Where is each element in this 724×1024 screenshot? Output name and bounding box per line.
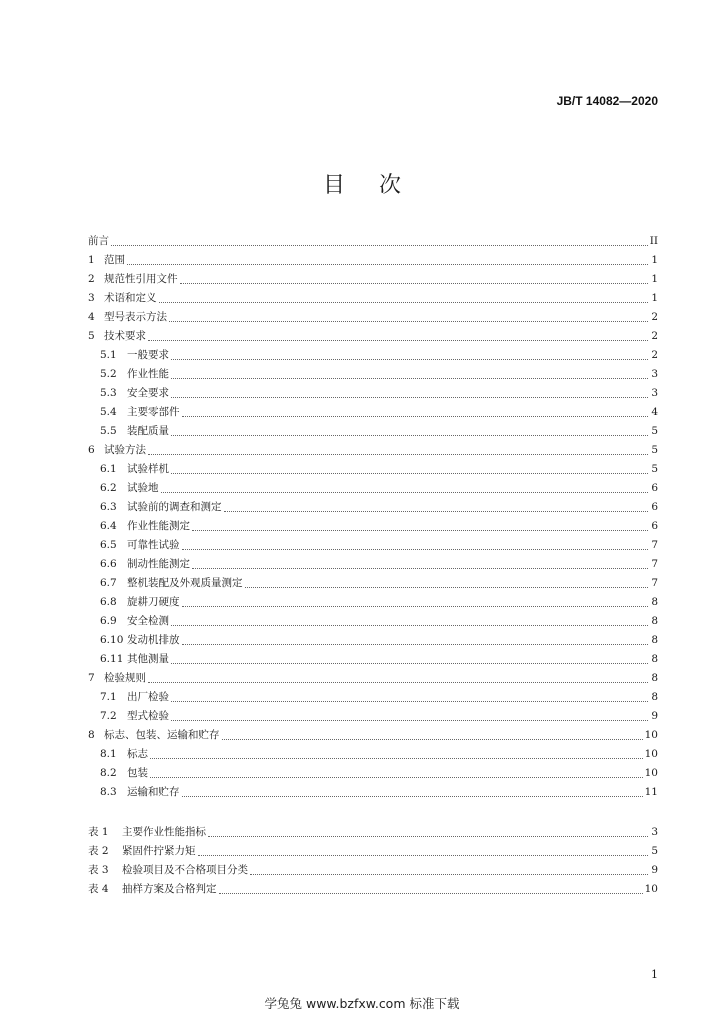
entry-number: 6.10 [100,634,124,646]
dot-leader [150,757,643,759]
entry-number: 8.1 [100,748,117,760]
entry-page: 8 [651,691,658,703]
entry-number: 4 [88,311,95,323]
entry-title: 型号表示方法 [104,311,167,323]
entry-number: 5 [88,330,95,342]
toc-entry[interactable] [88,688,658,707]
entry-page: 1 [651,273,658,285]
entry-title: 主要零部件 [127,406,180,418]
entry-page: 11 [644,786,658,798]
entry-title: 运输和贮存 [127,786,180,798]
entry-page: 5 [651,425,658,437]
dot-leader [171,624,648,626]
entry-title: 主要作业性能指标 [122,826,206,838]
entry-title: 检验规则 [104,672,146,684]
table-list-entry[interactable] [88,842,658,861]
page-title [0,168,724,199]
entry-number: 表 3 [88,864,109,876]
dot-leader [171,719,648,721]
entry-number: 8.2 [100,767,117,779]
entry-number: 6.11 [100,653,124,665]
dot-leader [169,320,648,322]
entry-title: 装配质量 [127,425,169,437]
toc-entry[interactable] [88,327,658,346]
entry-page: 10 [644,883,658,895]
entry-page: 8 [651,615,658,627]
entry-title: 技术要求 [104,330,146,342]
toc-entry[interactable] [88,270,658,289]
entry-number: 6.1 [100,463,117,475]
entry-title: 标志、包装、运输和贮存 [104,729,220,741]
toc-entry[interactable] [88,574,658,593]
toc-entry[interactable] [88,365,658,384]
toc-entry[interactable] [88,289,658,308]
toc-entry[interactable] [88,650,658,669]
entry-page: 8 [651,653,658,665]
dot-leader [159,301,649,303]
dot-leader [250,873,648,875]
entry-page: 3 [651,387,658,399]
dot-leader [127,263,648,265]
entry-page: 2 [651,349,658,361]
entry-number: 3 [88,292,95,304]
entry-page: 9 [651,864,658,876]
dot-leader [171,700,648,702]
entry-number: 5.4 [100,406,117,418]
entry-number: 7.1 [100,691,117,703]
entry-number: 6.7 [100,577,117,589]
entry-number: 6.6 [100,558,117,570]
table-list-entry[interactable] [88,861,658,880]
entry-number: 6.9 [100,615,117,627]
toc-entry[interactable] [88,612,658,631]
entry-page: 8 [651,634,658,646]
entry-title: 检验项目及不合格项目分类 [122,864,248,876]
dot-leader [182,415,649,417]
entry-page: 8 [651,596,658,608]
entry-number: 7 [88,672,95,684]
entry-title: 规范性引用文件 [104,273,178,285]
entry-page: 5 [651,845,658,857]
entry-page: 9 [651,710,658,722]
entry-page: 6 [651,501,658,513]
entry-title: 试验地 [127,482,159,494]
entry-page: 10 [644,748,658,760]
entry-title: 术语和定义 [104,292,157,304]
toc-entry[interactable] [88,726,658,745]
dot-leader [182,795,643,797]
entry-number: 5.1 [100,349,117,361]
entry-title: 抽样方案及合格判定 [122,883,217,895]
dot-leader [148,453,648,455]
entry-page: 6 [651,520,658,532]
entry-page: 6 [651,482,658,494]
entry-page: 7 [651,577,658,589]
dot-leader [224,510,649,512]
dot-leader [161,491,649,493]
entry-page: 5 [651,444,658,456]
entry-number: 2 [88,273,95,285]
toc-entry[interactable] [88,707,658,726]
footer-watermark: 学兔兔 www.bzfxw.com 标准下载 [264,996,460,1011]
entry-number: 8.3 [100,786,117,798]
entry-page: 3 [651,368,658,380]
dot-leader [222,738,643,740]
dot-leader [182,548,649,550]
dot-leader [192,529,648,531]
dot-leader [180,282,649,284]
page-number: 1 [651,968,658,981]
entry-number: 8 [88,729,95,741]
toc-entry[interactable] [88,346,658,365]
entry-title: 作业性能 [127,368,169,380]
dot-leader [198,854,649,856]
entry-title: 制动性能测定 [127,558,190,570]
entry-page: 5 [651,463,658,475]
entry-title: 标志 [127,748,148,760]
toc-entry[interactable] [88,251,658,270]
toc-entry[interactable] [88,555,658,574]
dot-leader [208,835,648,837]
entry-page: 10 [644,729,658,741]
entry-page: 4 [651,406,658,418]
section-gap [88,802,658,823]
entry-page: 7 [651,558,658,570]
entry-page: 7 [651,539,658,551]
entry-title: 型式检验 [127,710,169,722]
toc-entry[interactable] [88,536,658,555]
dot-leader [171,396,648,398]
entry-title: 安全要求 [127,387,169,399]
toc-entry[interactable] [88,593,658,612]
entry-number: 6 [88,444,95,456]
dot-leader [148,339,648,341]
entry-title: 作业性能测定 [127,520,190,532]
dot-leader [171,434,648,436]
toc-entry[interactable] [88,745,658,764]
entry-title: 试验前的调查和测定 [127,501,222,513]
toc-entry[interactable] [88,384,658,403]
table-list-entry[interactable] [88,880,658,899]
entry-title: 前言 [88,235,109,247]
entry-number: 表 1 [88,826,109,838]
toc-entry[interactable] [88,441,658,460]
entry-page: 3 [651,826,658,838]
toc-entry[interactable] [88,422,658,441]
dot-leader [148,681,648,683]
entry-title: 其他测量 [127,653,169,665]
toc-entry[interactable] [88,764,658,783]
entry-title: 旋耕刀硬度 [127,596,180,608]
toc-entry[interactable] [88,460,658,479]
dot-leader [182,643,649,645]
entry-number: 6.4 [100,520,117,532]
dot-leader [171,377,648,379]
entry-page: 2 [651,330,658,342]
dot-leader [171,662,648,664]
toc-entry[interactable] [88,403,658,422]
table-list-entry[interactable] [88,823,658,842]
entry-number: 表 4 [88,883,109,895]
entry-page: II [649,235,658,247]
entry-number: 6.3 [100,501,117,513]
entry-number: 5.5 [100,425,117,437]
entry-number: 表 2 [88,845,109,857]
entry-title: 试验样机 [127,463,169,475]
entry-page: 1 [651,254,658,266]
toc-entry[interactable] [88,498,658,517]
toc-entry[interactable] [88,232,658,251]
toc-entry[interactable] [88,783,658,802]
toc-entry[interactable] [88,631,658,650]
entry-title: 一般要求 [127,349,169,361]
entry-number: 1 [88,254,95,266]
entry-title: 发动机排放 [127,634,180,646]
entry-number: 5.2 [100,368,117,380]
toc-entry[interactable] [88,479,658,498]
dot-leader [171,358,648,360]
entry-title: 紧固件拧紧力矩 [122,845,196,857]
dot-leader [192,567,648,569]
entry-page: 1 [651,292,658,304]
entry-page: 8 [651,672,658,684]
entry-title: 出厂检验 [127,691,169,703]
toc-entry[interactable] [88,308,658,327]
title-char-1: 目 [322,173,345,198]
entry-title: 可靠性试验 [127,539,180,551]
dot-leader [150,776,643,778]
entry-page: 2 [651,311,658,323]
entry-page: 10 [644,767,658,779]
entry-number: 6.8 [100,596,117,608]
dot-leader [219,892,643,894]
entry-title: 范围 [104,254,125,266]
standard-number: JB/T 14082—2020 [556,94,658,108]
entry-number: 5.3 [100,387,117,399]
entry-number: 7.2 [100,710,117,722]
dot-leader [111,244,648,246]
table-of-contents [88,232,658,899]
toc-entry[interactable] [88,669,658,688]
entry-title: 整机装配及外观质量测定 [127,577,243,589]
entry-title: 包装 [127,767,148,779]
dot-leader [245,586,649,588]
dot-leader [182,605,649,607]
toc-entry[interactable] [88,517,658,536]
dot-leader [171,472,648,474]
entry-number: 6.2 [100,482,117,494]
entry-number: 6.5 [100,539,117,551]
title-char-2: 次 [379,173,402,198]
entry-title: 试验方法 [104,444,146,456]
entry-title: 安全检测 [127,615,169,627]
